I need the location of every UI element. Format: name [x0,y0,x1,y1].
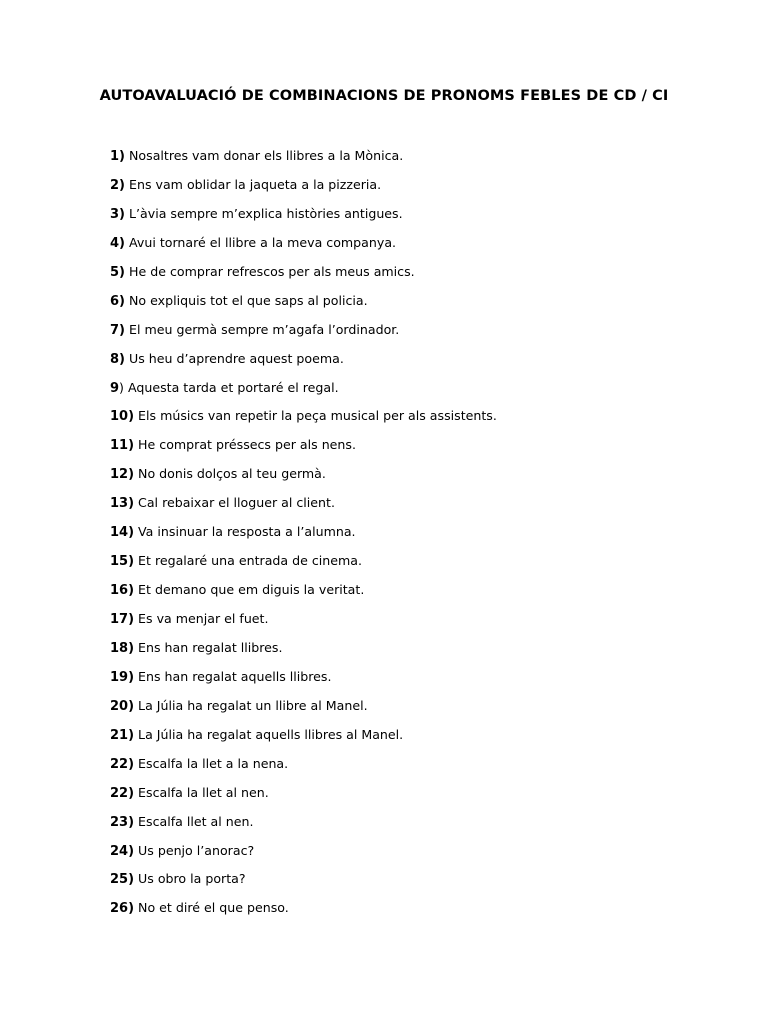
list-item [110,262,497,291]
item-number: 2) [110,177,125,193]
item-text: Avui tornaré el llibre a la meva companya. [125,234,397,250]
list-item [110,638,497,667]
item-text: Escalfa la llet al nen. [134,784,269,800]
item-number: 3) [110,206,125,222]
list-item [110,493,497,522]
item-text: El meu germà sempre m’agafa l’ordinador. [125,321,400,337]
list-item [110,204,497,233]
list-item [110,291,497,320]
item-number: 15) [110,554,135,570]
item-number: 22) [110,756,135,772]
item-number: 24) [110,843,135,859]
list-item [110,406,497,435]
item-number: 9 [110,380,120,396]
item-number: 1) [110,149,125,164]
exercise-list [110,146,497,927]
list-item [110,175,497,204]
document-title: AUTOAVALUACIÓ DE COMBINACIONS DE PRONOMS FEBLES DE CD / CI [99,88,669,104]
item-text: Es va menjar el fuet. [134,611,269,626]
item-text: No et diré el que penso. [134,900,289,916]
item-number: 19) [110,669,135,685]
item-number: 8) [110,351,125,367]
list-item [110,349,497,378]
item-text: Us penjo l’anorac? [134,842,255,858]
list-item [110,146,497,175]
item-text: No expliquis tot el que saps al policia. [125,292,368,308]
item-number: 7) [110,322,125,338]
item-number: 18) [110,640,135,656]
item-number: 22) [110,785,135,801]
item-text: Aquesta tarda et portaré el regal. [123,379,339,395]
item-text: Us heu d’aprendre aquest poema. [125,350,344,366]
list-item [110,869,497,898]
item-number: 11) [110,438,135,454]
item-text: Escalfa la llet a la nena. [134,755,289,771]
item-number: 21) [110,727,135,743]
list-item [110,754,497,783]
item-number: 5) [110,264,125,280]
item-text: Escalfa llet al nen. [134,813,254,829]
item-number: 10) [110,409,135,425]
list-item [110,898,497,927]
item-number: 20) [110,698,135,714]
item-text: Va insinuar la resposta a l’alumna. [134,524,356,540]
item-text: He de comprar refrescos per als meus amics. [125,263,415,279]
item-text: Us obro la porta? [134,871,246,887]
item-number: 26) [110,901,135,917]
list-item [110,783,497,812]
item-text: He comprat préssecs per als nens. [134,437,356,453]
item-text: Ens han regalat llibres. [134,639,283,655]
item-text: Ens han regalat aquells llibres. [134,668,332,684]
item-number-suffix: ) [119,379,124,395]
list-item [110,320,497,349]
item-number: 23) [110,814,135,830]
item-text: Nosaltres vam donar els llibres a la Mònica. [125,148,404,163]
item-number: 14) [110,525,135,541]
item-text: L’àvia sempre m’explica històries antigues. [125,205,403,221]
list-item [110,233,497,262]
item-text: Els músics van repetir la peça musical per als assistents. [134,408,497,424]
item-number: 13) [110,496,135,512]
item-number: 6) [110,293,125,309]
item-number: 25) [110,872,135,888]
item-number: 4) [110,235,125,251]
list-item [110,812,497,841]
item-number: 16) [110,583,135,599]
item-text: Et demano que em diguis la veritat. [134,582,365,598]
list-item [110,378,497,407]
item-text: Cal rebaixar el lloguer al client. [134,495,335,511]
list-item [110,580,497,609]
list-item [110,696,497,725]
item-number: 17) [110,612,135,627]
item-text: Et regalaré una entrada de cinema. [134,553,363,569]
list-item [110,841,497,870]
list-item [110,522,497,551]
item-text: No donis dolços al teu germà. [134,466,326,482]
list-item [110,725,497,754]
item-text: Ens vam oblidar la jaqueta a la pizzeria. [125,176,382,192]
list-item [110,609,497,638]
list-item [110,551,497,580]
list-item [110,667,497,696]
list-item [110,435,497,464]
item-text: La Júlia ha regalat aquells llibres al Manel. [134,726,404,742]
list-item [110,464,497,493]
item-text: La Júlia ha regalat un llibre al Manel. [134,697,368,713]
item-number: 12) [110,467,135,483]
